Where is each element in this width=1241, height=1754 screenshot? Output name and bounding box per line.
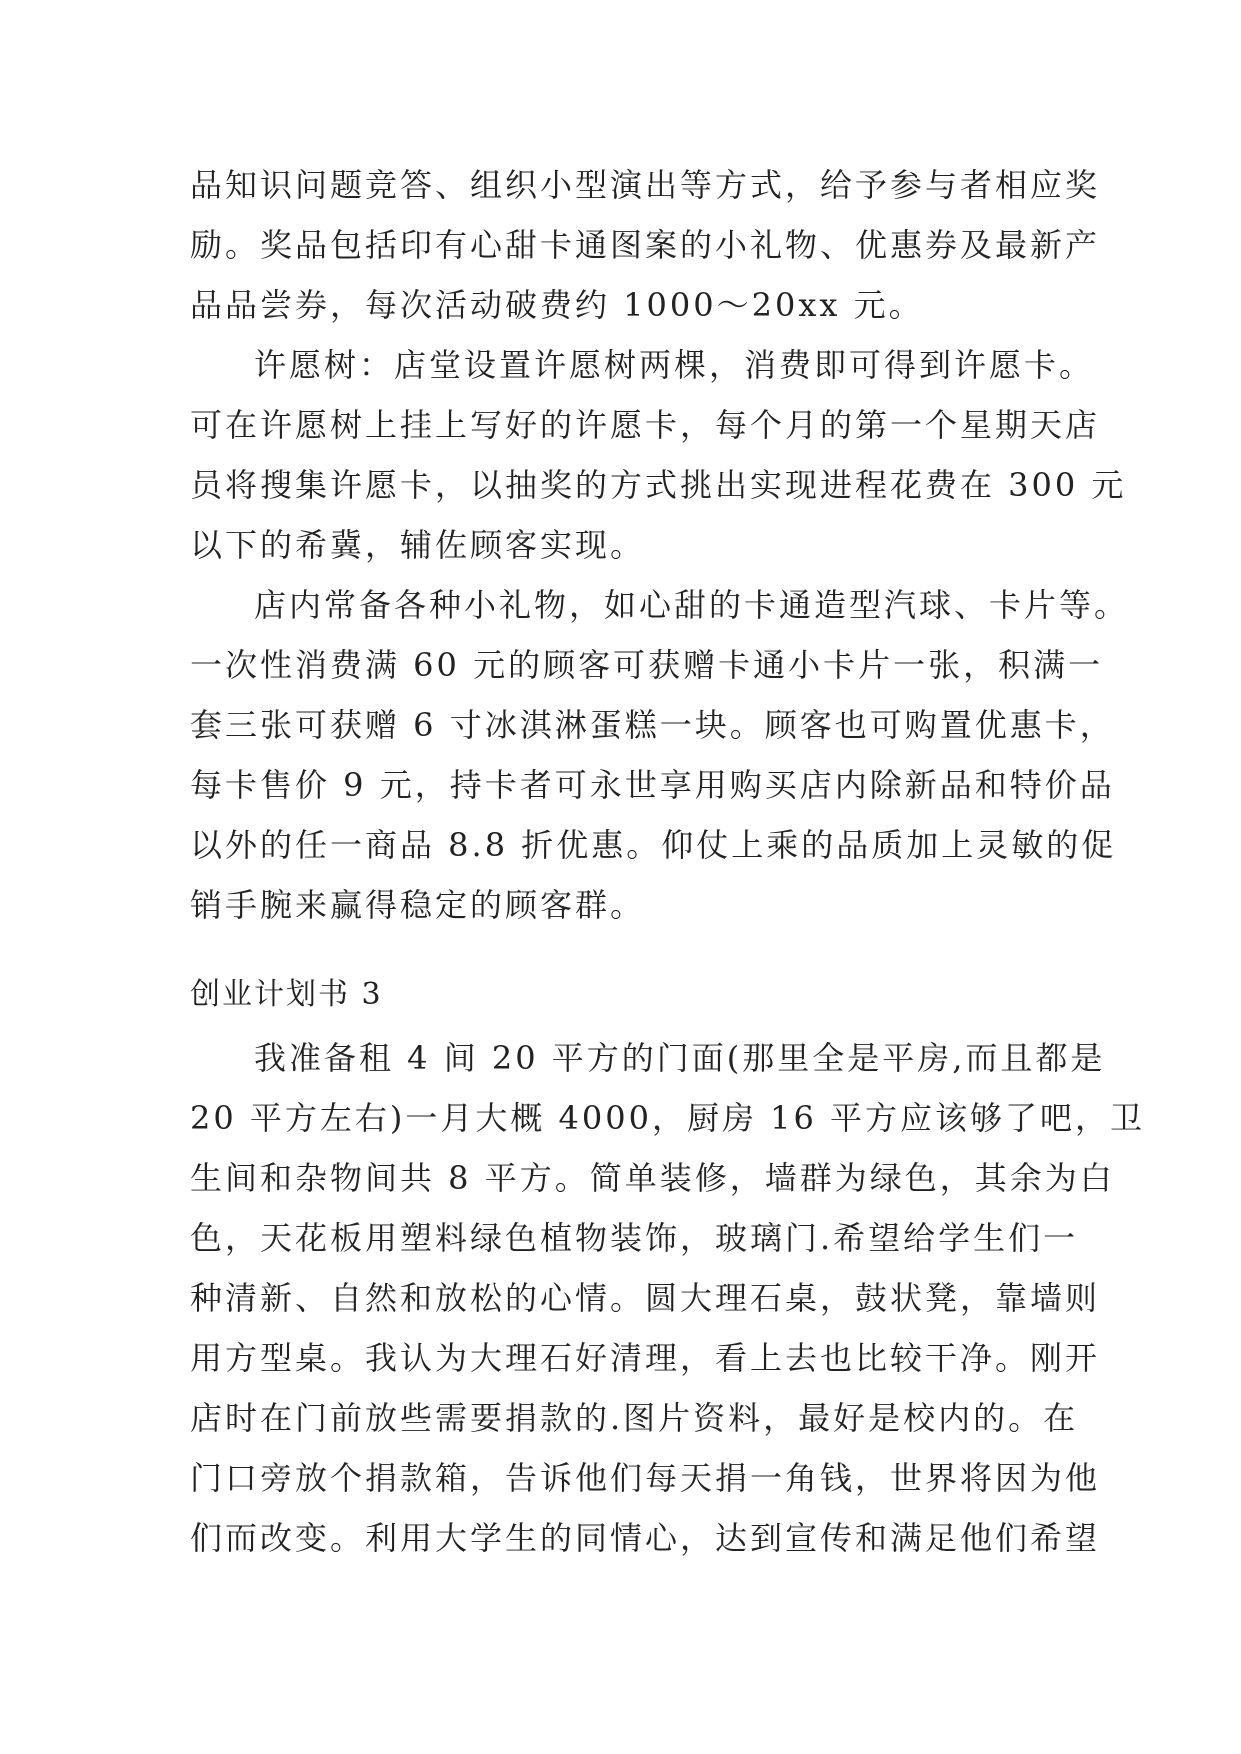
body-line: 门口旁放个捐款箱，告诉他们每天捐一角钱，世界将因为他 bbox=[190, 1459, 1101, 1497]
body-line: 许愿树：店堂设置许愿树两棵，消费即可得到许愿卡。 bbox=[254, 346, 1095, 384]
body-line: 以外的任一商品 8.8 折优惠。仰仗上乘的品质加上灵敏的促 bbox=[190, 826, 1117, 864]
body-line: 色，天花板用塑料绿色植物装饰，玻璃门.希望给学生们一 bbox=[190, 1219, 1079, 1257]
body-line: 店时在门前放些需要捐款的.图片资料，最好是校内的。在 bbox=[190, 1399, 1079, 1437]
body-line: 一次性消费满 60 元的顾客可获赠卡通小卡片一张，积满一 bbox=[190, 646, 1104, 684]
section-2-heading: 创业计划书 3 bbox=[190, 977, 383, 1012]
body-line: 销手腕来赢得稳定的顾客群。 bbox=[190, 886, 646, 924]
body-line: 品知识问题竞答、组织小型演出等方式，给予参与者相应奖 bbox=[190, 166, 1101, 204]
body-line: 励。奖品包括印有心甜卡通图案的小礼物、优惠券及最新产 bbox=[190, 226, 1101, 264]
body-line: 员将搜集许愿卡，以抽奖的方式挑出实现进程花费在 300 元 bbox=[190, 466, 1127, 504]
body-line: 品品尝券，每次活动破费约 1000～20xx 元。 bbox=[190, 286, 924, 324]
body-line: 用方型桌。我认为大理石好清理，看上去也比较干净。刚开 bbox=[190, 1339, 1101, 1377]
body-line: 可在许愿树上挂上写好的许愿卡，每个月的第一个星期天店 bbox=[190, 406, 1101, 444]
body-line: 种清新、自然和放松的心情。圆大理石桌，鼓状凳，靠墙则 bbox=[190, 1279, 1101, 1317]
body-line: 每卡售价 9 元，持卡者可永世享用购买店内除新品和特价品 bbox=[190, 766, 1115, 804]
body-line: 生间和杂物间共 8 平方。简单装修，墙群为绿色，其余为白 bbox=[190, 1159, 1115, 1197]
body-line: 店内常备各种小礼物，如心甜的卡通造型汽球、卡片等。 bbox=[254, 586, 1130, 624]
body-line: 们而改变。利用大学生的同情心，达到宣传和满足他们希望 bbox=[190, 1519, 1101, 1557]
body-line: 20 平方左右)一月大概 4000，厨房 16 平方应该够了吧，卫 bbox=[190, 1099, 1146, 1137]
body-line: 我准备租 4 间 20 平方的门面(那里全是平房,而且都是 bbox=[254, 1039, 1106, 1077]
body-line: 套三张可获赠 6 寸冰淇淋蛋糕一块。顾客也可购置优惠卡， bbox=[190, 706, 1115, 744]
body-line: 以下的希冀，辅佐顾客实现。 bbox=[190, 526, 646, 564]
